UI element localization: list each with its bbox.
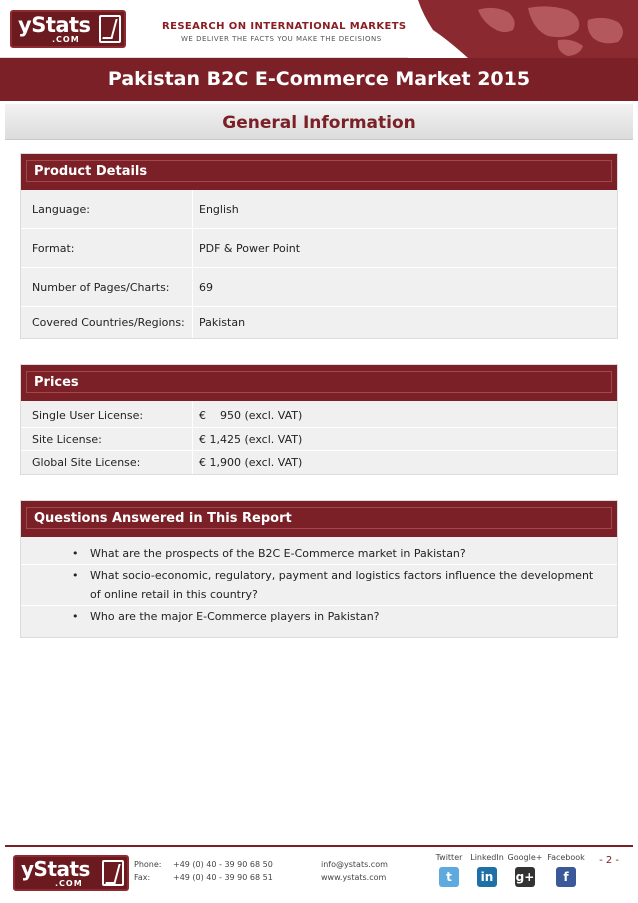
- questions-heading: Questions Answered in This Report: [34, 511, 292, 526]
- prices-heading: Prices: [34, 375, 79, 390]
- logo-mark-icon: [102, 860, 124, 886]
- question-text: What are the prospects of the B2C E-Commerce market in Pakistan?: [90, 547, 466, 560]
- facebook-label: Facebook: [547, 853, 585, 862]
- googleplus-icon[interactable]: g+: [515, 867, 535, 887]
- questions-section: [20, 500, 618, 638]
- twitter-label: Twitter: [435, 853, 463, 862]
- question-text: Who are the major E-Commerce players in Pakistan?: [90, 610, 380, 623]
- table-row: [21, 190, 617, 229]
- global-site-license-price: € 1,900 (excl. VAT): [199, 456, 303, 469]
- logo-name: yStats: [18, 13, 91, 37]
- table-row: [21, 451, 617, 474]
- facebook-icon[interactable]: f: [556, 867, 576, 887]
- page-header: [0, 0, 638, 58]
- phone-label: Phone:: [134, 860, 162, 869]
- table-row: [21, 229, 617, 268]
- footer-ystats-logo[interactable]: [13, 855, 129, 891]
- format-label: Format:: [32, 242, 75, 255]
- bullet: •: [72, 547, 79, 560]
- email-link[interactable]: info@ystats.com: [321, 860, 388, 869]
- countries-value: Pakistan: [199, 316, 246, 329]
- logo-mark-icon: [99, 15, 121, 43]
- logo-suffix: .COM: [55, 879, 83, 888]
- tagline-main: RESEARCH ON INTERNATIONAL MARKETS: [162, 21, 407, 32]
- page-footer: [5, 845, 633, 898]
- questions-header: [21, 501, 617, 537]
- googleplus-label: Google+: [507, 853, 543, 862]
- contact-numbers: [173, 858, 273, 884]
- general-information-title: General Information: [222, 113, 416, 133]
- world-map-icon: [408, 0, 638, 58]
- logo-name: yStats: [21, 857, 90, 881]
- page-number: - 2 -: [599, 855, 619, 866]
- table-row: [21, 307, 617, 338]
- table-row: [21, 268, 617, 307]
- general-information-bar: [5, 104, 633, 140]
- question-text: What socio-economic, regulatory, payment and logistics factors influence the development of online retail in this country?: [90, 569, 594, 601]
- format-value: PDF & Power Point: [199, 242, 301, 255]
- prices-section: [20, 364, 618, 475]
- single-user-license-price: € 950 (excl. VAT): [199, 409, 303, 422]
- logo-suffix: .COM: [52, 35, 80, 44]
- contact-labels: [134, 858, 161, 884]
- product-details-header: [21, 154, 617, 190]
- list-item: [21, 565, 617, 606]
- title-bar: [0, 58, 638, 101]
- fax-number: +49 (0) 40 - 39 90 68 51: [173, 873, 273, 882]
- global-site-license-label: Global Site License:: [32, 456, 141, 469]
- site-license-price: € 1,425 (excl. VAT): [199, 433, 303, 446]
- language-value: English: [199, 203, 239, 216]
- list-item: [21, 606, 617, 627]
- questions-list: [21, 537, 617, 637]
- bullet: •: [72, 569, 79, 582]
- phone-number: +49 (0) 40 - 39 90 68 50: [173, 860, 273, 869]
- ystats-logo[interactable]: [10, 10, 126, 48]
- product-details-section: [20, 153, 618, 339]
- pages-value: 69: [199, 281, 213, 294]
- bullet: •: [72, 610, 79, 623]
- pages-label: Number of Pages/Charts:: [32, 281, 170, 294]
- fax-label: Fax:: [134, 873, 151, 882]
- language-label: Language:: [32, 203, 90, 216]
- countries-label: Covered Countries/Regions:: [32, 316, 185, 329]
- site-license-label: Site License:: [32, 433, 102, 446]
- linkedin-label: LinkedIn: [470, 853, 504, 862]
- table-row: [21, 401, 617, 428]
- website-link[interactable]: www.ystats.com: [321, 873, 387, 882]
- product-details-heading: Product Details: [34, 164, 148, 179]
- list-item: [21, 543, 617, 565]
- linkedin-icon[interactable]: in: [477, 867, 497, 887]
- table-row: [21, 428, 617, 451]
- prices-header: [21, 365, 617, 401]
- twitter-icon[interactable]: t: [439, 867, 459, 887]
- contact-web: [321, 858, 388, 884]
- report-title: Pakistan B2C E-Commerce Market 2015: [107, 68, 531, 90]
- single-user-license-label: Single User License:: [32, 409, 144, 422]
- tagline-sub: WE DELIVER THE FACTS YOU MAKE THE DECISIONS: [181, 35, 382, 43]
